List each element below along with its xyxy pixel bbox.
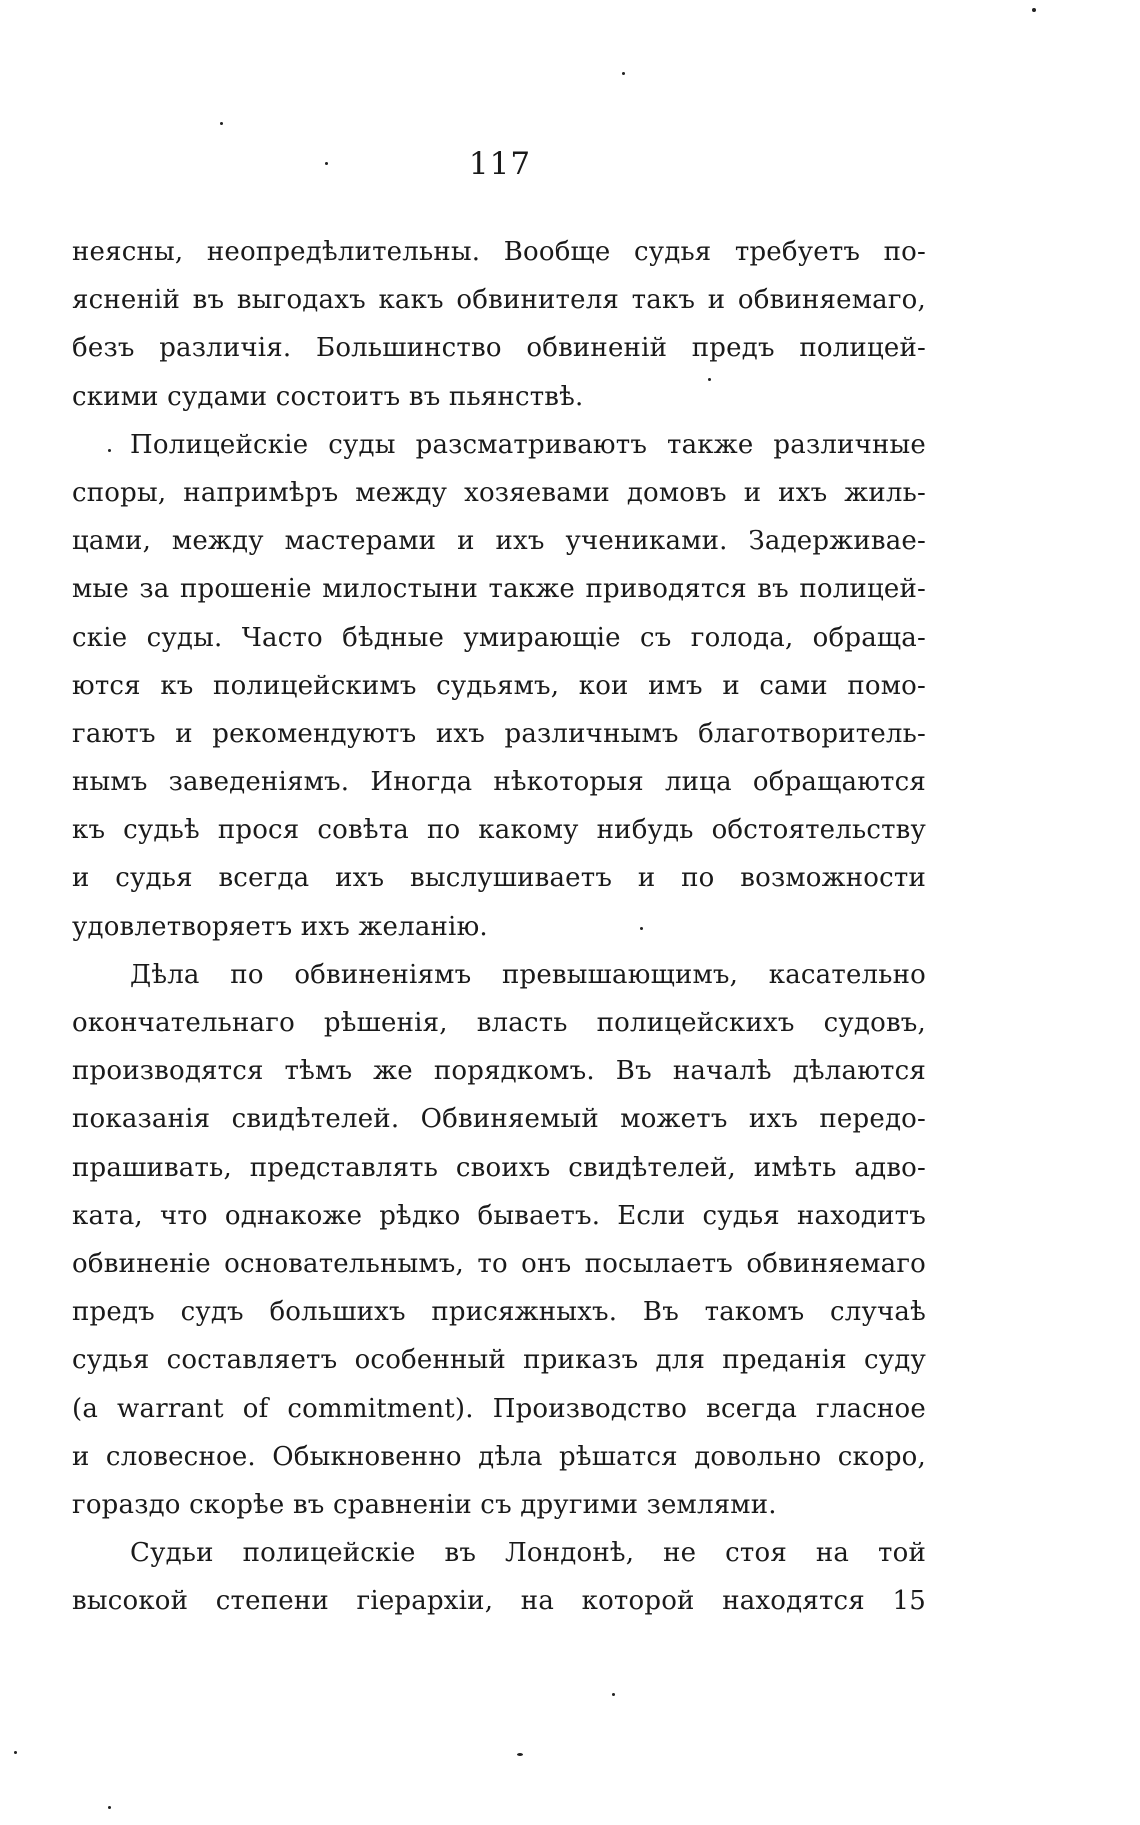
scan-speck (612, 1693, 615, 1696)
text-line: Судьи полицейскіе въ Лондонѣ, не стоя на той (130, 1538, 926, 1569)
scan-speck (325, 162, 328, 165)
text-line: ясненій въ выгодахъ какъ обвинителя такъ и обвиняемаго, (72, 285, 926, 316)
scan-speck (1032, 8, 1036, 12)
text-line: къ судьѣ прося совѣта по какому нибудь обстоятельству (72, 815, 926, 846)
body-text (72, 228, 926, 1625)
text-line: удовлетворяетъ ихъ желанію. (72, 911, 488, 942)
text-line: гаютъ и рекомендуютъ ихъ различнымъ благотворитель- (72, 718, 926, 749)
text-line: цами, между мастерами и ихъ учениками. Задерживае- (72, 526, 926, 557)
scan-speck (640, 927, 643, 930)
text-line: скими судами состоитъ въ пьянствѣ. (72, 381, 584, 412)
scan-speck (14, 1751, 17, 1754)
text-line: судья составляетъ особенный приказъ для преданія суду (72, 1345, 926, 1376)
text-line: прашивать, представлять своихъ свидѣтелей, имѣть адво- (72, 1152, 926, 1183)
text-line: ются къ полицейскимъ судьямъ, кои имъ и сами помо- (72, 670, 926, 701)
text-line: и судья всегда ихъ выслушиваетъ и по возможности (72, 863, 926, 894)
text-line: ката, что однакоже рѣдко бываетъ. Если судья находитъ (72, 1200, 926, 1231)
text-line: нымъ заведеніямъ. Иногда нѣкоторыя лица обращаются (72, 767, 926, 798)
text-line: неясны, неопредѣлительны. Вообще судья требуетъ по- (72, 237, 926, 267)
text-line: предъ судъ большихъ присяжныхъ. Въ такомъ случаѣ (72, 1297, 926, 1328)
text-line: обвиненіе основательнымъ, то онъ посылаетъ обвиняемаго (72, 1248, 926, 1279)
page-number: 117 (468, 146, 532, 182)
text-line: Полицейскіе суды разсматриваютъ также различные (130, 429, 926, 460)
text-line: производятся тѣмъ же порядкомъ. Въ началѣ дѣлаются (72, 1056, 926, 1087)
text-line: мые за прошеніе милостыни также приводятся въ полицей- (72, 574, 926, 605)
text-line: и словесное. Обыкновенно дѣла рѣшатся довольно скоро, (72, 1441, 926, 1472)
scan-speck (708, 378, 711, 381)
scan-speck (622, 72, 625, 75)
text-line: скіе суды. Часто бѣдные умирающіе съ голода, обраща- (72, 622, 926, 653)
text-line: высокой степени гіерархіи, на которой находятся 15 (72, 1586, 926, 1617)
text-line: показанія свидѣтелей. Обвиняемый можетъ ихъ передо- (72, 1104, 926, 1135)
text-line: окончательнаго рѣшенія, власть полицейскихъ судовъ, (72, 1008, 926, 1038)
text-line: споры, напримѣръ между хозяевами домовъ и ихъ жиль- (72, 477, 926, 508)
text-line: гораздо скорѣе въ сравненіи съ другими землями. (72, 1489, 777, 1520)
scan-speck (108, 449, 111, 452)
text-line: Дѣла по обвиненіямъ превышающимъ, касательно (130, 959, 926, 990)
scan-speck (517, 1753, 523, 1756)
scan-speck (108, 1806, 111, 1809)
scan-speck (220, 122, 223, 125)
text-line: (a warrant of commitment). Производство всегда гласное (72, 1393, 926, 1424)
text-line: безъ различія. Большинство обвиненій предъ полицей- (72, 333, 926, 364)
